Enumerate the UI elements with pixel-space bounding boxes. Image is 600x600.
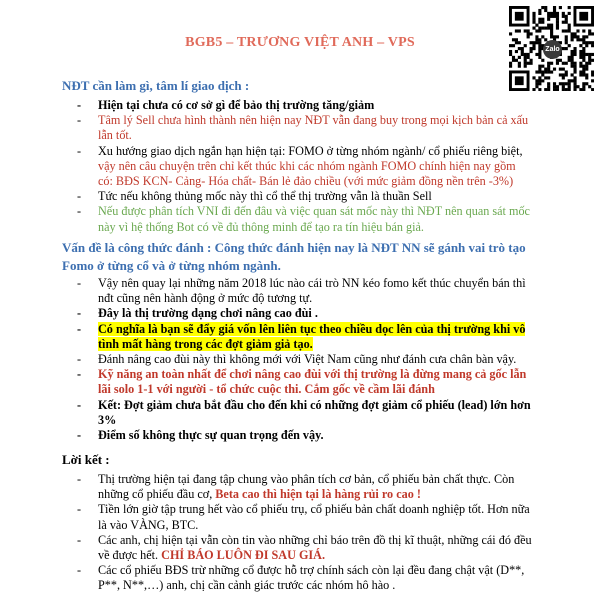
list-item: - Các cổ phiếu BĐS trừ những cổ được hỗ trợ chính sách còn lại đều đang chật vật (D**, P**, N**,…) anh, chị cần cảnh giác trước các nhóm hô hào .	[77, 563, 525, 593]
section2-list	[62, 276, 532, 443]
list-item: - Tiền lớn giờ tập trung hết vào cổ phiếu trụ, cổ phiếu bản chất doanh nghiệp tốt. Hơn nữa là vào VÀNG, BTC.	[77, 502, 530, 532]
list-item: - Vậy nên quay lại những năm 2018 lúc nào cái trò NN kéo fomo kết thúc chuyển bán thì nđt cũng nên hành động ở mức độ tương tự.	[77, 276, 526, 306]
list-item: - Điểm số không thực sự quan trọng đến vậy.	[77, 428, 324, 443]
list-item: - Hiện tại chưa có cơ sở gì để bảo thị trường tăng/giảm	[77, 98, 375, 112]
zalo-qr-code-icon	[509, 6, 594, 91]
list-item: - Đánh nâng cao đùi này thì không mới với Việt Nam cũng như đánh cưa chân bàn vậy.	[77, 352, 517, 367]
list-item: - Thị trường hiện tại đang tập chung vào phân tích cơ bản, cổ phiếu bản chất thực. Còn những cổ phiếu đầu cơ, Beta cao thì hiện tại là hàng rủi ro cao !	[77, 472, 515, 502]
list-item: - Có nghĩa là bạn sẽ đẩy giá vốn lên liên tục theo chiều dọc lên của thị trường khi vô tình mất hàng trong các đợt giảm giả tạo.	[77, 321, 526, 351]
document-title: BGB5 – TRƯƠNG VIỆT ANH – VPS	[185, 35, 415, 50]
list-item: - Nếu được phân tích VNI đi đến đâu và việc quan sát mốc này thì NĐT nên quan sát mốc này vì hệ thống Bot có về đủ thông minh để tạo ra tín hiệu bán giả.	[77, 204, 530, 234]
section1-list	[62, 98, 532, 235]
list-item: - Kết: Đợt giảm chưa bắt đầu cho đến khi có những đợt giảm cổ phiếu (lead) lớn hơn 3%	[77, 397, 531, 427]
section3-list	[62, 472, 532, 594]
section1-heading: NĐT cần làm gì, tâm lí giao dịch :	[62, 78, 250, 93]
section3-heading: Lời kết :	[62, 452, 110, 467]
section2-heading: Vấn đề là công thức đánh : Công thức đánh hiện nay là NĐT NN sẽ gánh vai trò tạo Fomo ở từng cổ và ở từng nhóm ngành.	[62, 240, 526, 273]
list-item: - Tức nếu không thủng mốc này thì cổ thể thị trường vẫn là thuần Sell	[77, 189, 432, 204]
list-item: - Xu hướng giao dịch ngắn hạn hiện tại: FOMO ở từng nhóm ngành/ cổ phiếu riêng biệt, vậy nên câu chuyện trên chỉ kết thúc khi các nhóm ngành FOMO chính hiện nay gồm có: BĐS KCN- Cảng- Hóa chất- Bán lẻ đảo chiều (với mức giảm đồng nền trên -3%)	[77, 143, 523, 189]
list-item: - Các anh, chị hiện tại vẫn còn tin vào những chỉ báo trên đồ thị kĩ thuật, những cái đó đều về được hết. CHỈ BÁO LUÔN ĐI SAU GIÁ.	[77, 532, 532, 563]
list-item: - Đây là thị trường dạng chơi nâng cao đùi .	[77, 306, 318, 321]
zalo-logo-icon: Zalo	[543, 40, 562, 59]
list-item: - Kỹ năng an toàn nhất để chơi nâng cao đùi với thị trường là đừng mang cả gốc lẫn lãi solo 1-1 với người - tổ chức cuộc thi. Cắm gốc về cầm lãi đánh	[77, 367, 527, 397]
list-item: - Tâm lý Sell chưa hình thành nên hiện nay NĐT vẫn đang buy trong mọi kịch bản cả xấu lẫn tốt.	[77, 113, 529, 143]
